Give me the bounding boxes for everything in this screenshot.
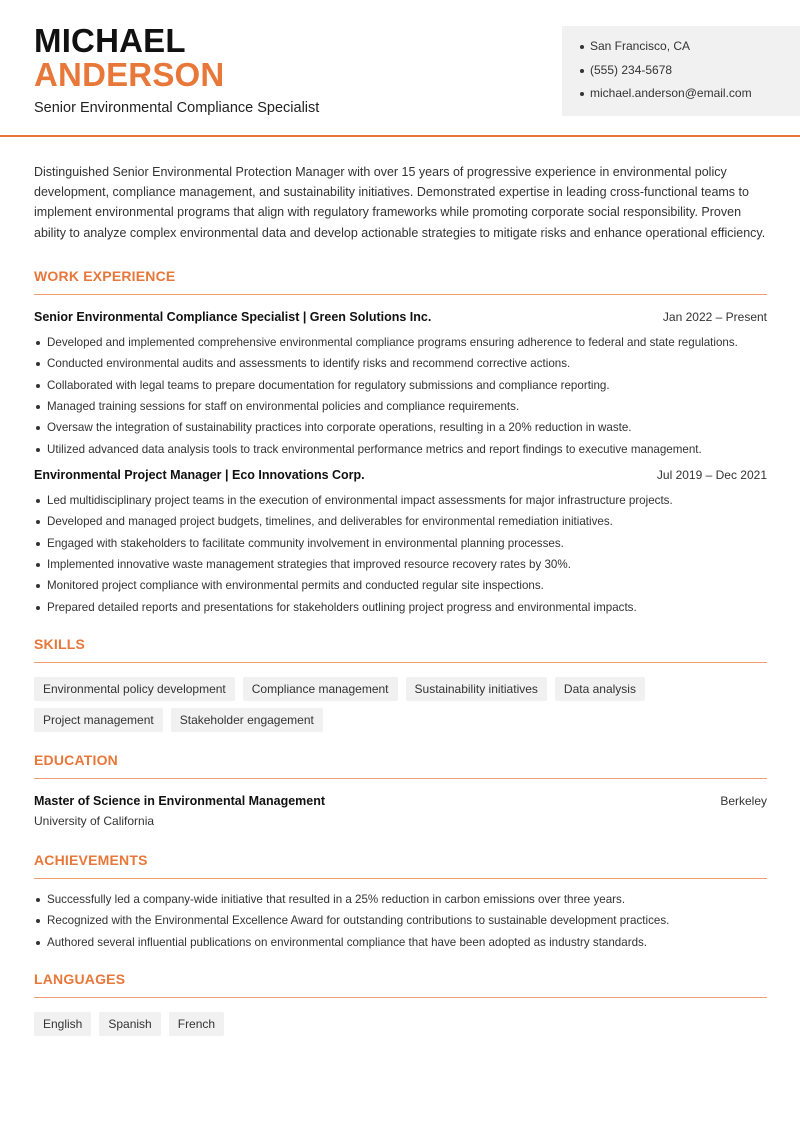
education-school: University of California xyxy=(34,813,155,828)
bullet-item: Oversaw the integration of sustainability practices into corporate operations, resulting in a 20% reduction in waste. xyxy=(34,419,767,436)
skill-chip: Project management xyxy=(34,708,163,732)
first-name: MICHAEL xyxy=(34,22,186,59)
job-title: Senior Environmental Compliance Specialist xyxy=(34,100,320,116)
job-dates: Jan 2022 – Present xyxy=(662,309,767,324)
section-title-languages: LANGUAGES xyxy=(34,971,767,998)
contact-email[interactable]: michael.anderson@email.com xyxy=(580,86,800,110)
languages-section xyxy=(34,971,767,1036)
skill-chip: Stakeholder engagement xyxy=(171,708,323,732)
bullet-item: Utilized advanced data analysis tools to track environmental performance metrics and report findings to executive management. xyxy=(34,441,767,458)
bullet-item: Conducted environmental audits and assessments to identify risks and recommend corrective actions. xyxy=(34,355,767,372)
job-role: Senior Environmental Compliance Specialist | Green Solutions Inc. xyxy=(34,309,432,324)
skills-section xyxy=(34,636,767,732)
job-dates: Jul 2019 – Dec 2021 xyxy=(656,467,767,482)
bullet-item: Implemented innovative waste management strategies that improved resource recovery rates by 30%. xyxy=(34,556,767,573)
section-title-achievements: ACHIEVEMENTS xyxy=(34,852,767,879)
education-degree: Master of Science in Environmental Management xyxy=(34,793,326,808)
skill-chip: Environmental policy development xyxy=(34,677,235,701)
skills-list xyxy=(34,677,767,732)
resume-header xyxy=(0,0,800,137)
bullet-item: Engaged with stakeholders to facilitate community involvement in environmental planning processes. xyxy=(34,535,767,552)
job-entry xyxy=(34,310,767,458)
bullet-item: Led multidisciplinary project teams in the execution of environmental impact assessments for major infrastructure projects. xyxy=(34,492,767,509)
contact-phone: (555) 234-5678 xyxy=(580,63,800,87)
language-chip: Spanish xyxy=(99,1012,160,1036)
achievement-item: Successfully led a company-wide initiative that resulted in a 25% reduction in carbon emissions over three years. xyxy=(34,891,767,908)
last-name: ANDERSON xyxy=(34,56,225,93)
achievement-item: Recognized with the Environmental Excellence Award for outstanding contributions to sustainable development practices. xyxy=(34,912,767,929)
education-section xyxy=(34,752,767,828)
job-role: Environmental Project Manager | Eco Innovations Corp. xyxy=(34,467,365,482)
skill-chip: Sustainability initiatives xyxy=(406,677,547,701)
job-entry xyxy=(34,468,767,616)
skill-chip: Data analysis xyxy=(555,677,645,701)
job-bullets xyxy=(34,492,767,616)
bullet-item: Developed and implemented comprehensive environmental compliance programs ensuring adherence to federal and state regulations. xyxy=(34,334,767,351)
languages-list xyxy=(34,1012,767,1036)
bullet-item: Developed and managed project budgets, timelines, and deliverables for environmental remediation initiatives. xyxy=(34,513,767,530)
language-chip: French xyxy=(169,1012,224,1036)
language-chip: English xyxy=(34,1012,91,1036)
bullet-item: Collaborated with legal teams to prepare documentation for regulatory submissions and compliance reporting. xyxy=(34,377,767,394)
achievements-section xyxy=(34,852,767,951)
skill-chip: Compliance management xyxy=(243,677,398,701)
bullet-item: Prepared detailed reports and presentations for stakeholders outlining project progress and environmental impacts. xyxy=(34,599,767,616)
work-experience-section xyxy=(34,268,767,616)
job-bullets xyxy=(34,334,767,458)
achievement-item: Authored several influential publications on environmental compliance that have been adopted as industry standards. xyxy=(34,934,767,951)
section-title-work: WORK EXPERIENCE xyxy=(34,268,767,295)
resume-body xyxy=(34,162,767,1036)
achievements-list xyxy=(34,891,767,951)
bullet-item: Managed training sessions for staff on environmental policies and compliance requirements. xyxy=(34,398,767,415)
section-title-education: EDUCATION xyxy=(34,752,767,779)
bullet-item: Monitored project compliance with environmental permits and conducted regular site inspections. xyxy=(34,577,767,594)
summary: Distinguished Senior Environmental Protection Manager with over 15 years of progressive experience in environmental policy development, compliance management, and sustainability initiatives. Demonstrated expertise in leading cross-functional teams to implement environmental programs that align with regulatory frameworks while promoting corporate social responsibility. Proven ability to analyze complex environmental data and develop actionable strategies to mitigate risks and enhance operational efficiency. xyxy=(34,165,766,240)
contact-box xyxy=(562,26,800,116)
section-title-skills: SKILLS xyxy=(34,636,767,663)
contact-location: San Francisco, CA xyxy=(580,39,800,63)
education-location: Berkeley xyxy=(720,793,767,808)
